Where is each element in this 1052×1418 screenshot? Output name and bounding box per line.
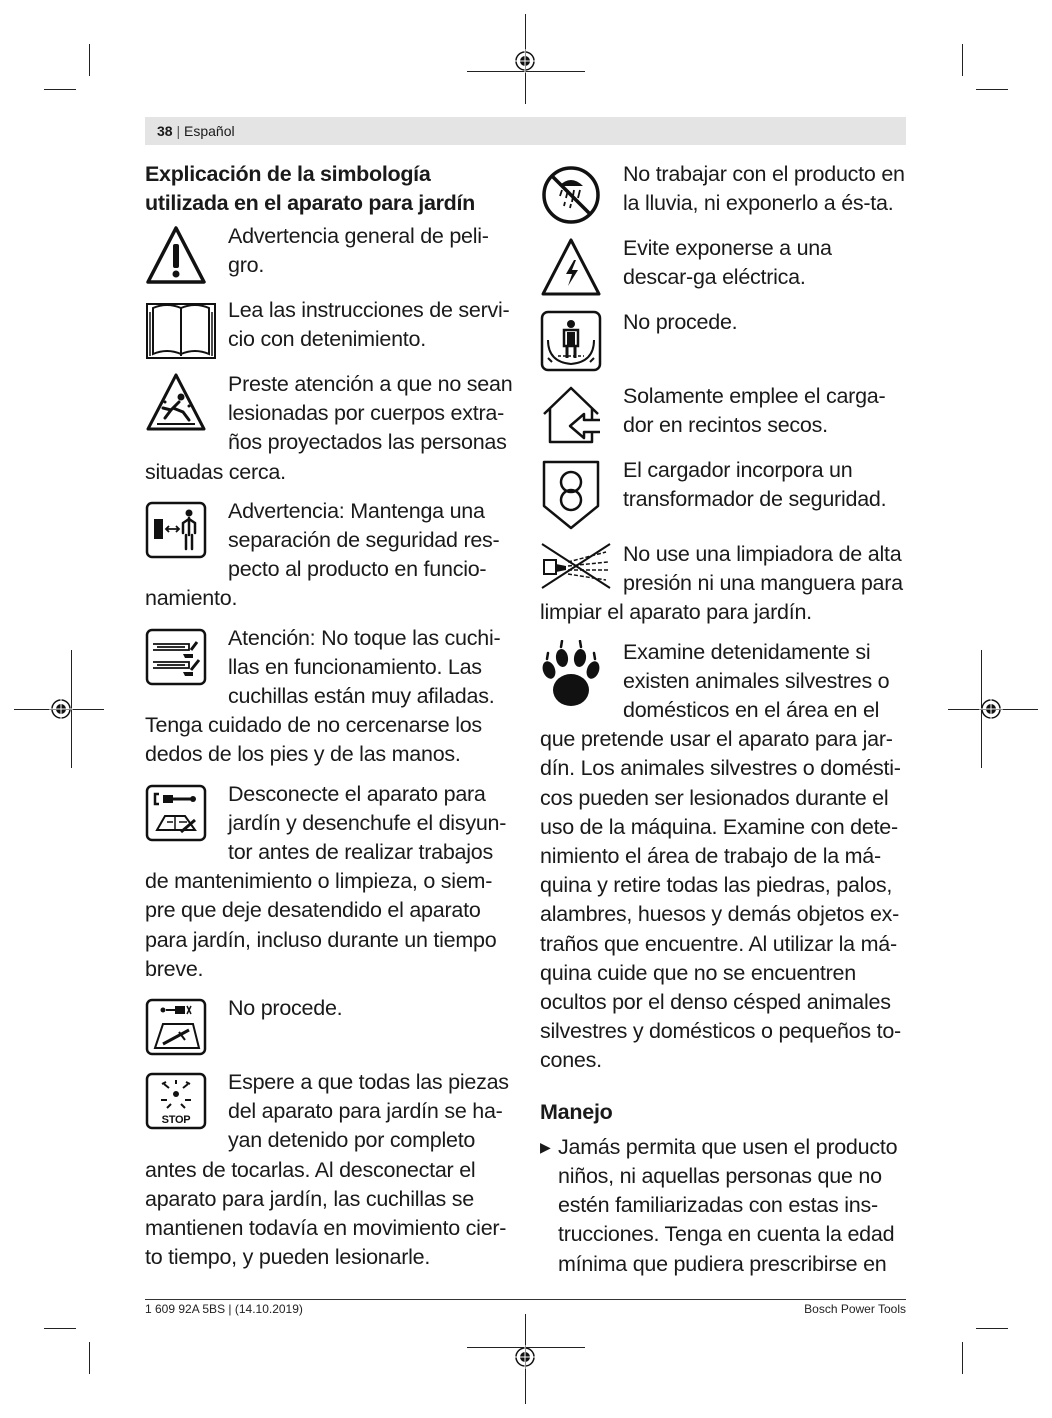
battery-remove-icon: [145, 996, 207, 1058]
thrown-objects-icon: [145, 372, 207, 434]
bullet-triangle-icon: ▶: [540, 1138, 551, 1155]
registration-target-icon: [513, 49, 537, 73]
svg-text:STOP: STOP: [161, 1114, 191, 1127]
registration-target-icon: [513, 1345, 537, 1369]
crop-mark: [44, 89, 76, 90]
symbol-entry: El cargador incorpora un transformador de seguridad.: [540, 456, 906, 530]
read-manual-icon: [145, 298, 217, 360]
symbol-entry: Solamente emplee el carga-dor en recintos secos.: [540, 382, 906, 446]
symbol-entry: No procede.: [540, 308, 906, 372]
disconnect-plug-icon: [145, 782, 207, 844]
indoor-use-icon: [540, 384, 602, 446]
warning-triangle-icon: [145, 224, 207, 286]
electric-shock-icon: [540, 236, 602, 298]
section-title-manejo: Manejo: [540, 1099, 613, 1124]
symbol-entry: No procede.: [145, 994, 515, 1058]
stop-rotating-icon: [145, 1070, 207, 1132]
no-rain-icon: [540, 162, 602, 224]
symbol-entry: Evite exponerse a una descar-ga eléctrica.: [540, 234, 906, 298]
safety-distance-icon: [145, 499, 207, 561]
footer-doc-id: 1 609 92A 5BS | (14.10.2019): [145, 1302, 303, 1316]
safety-transformer-icon: [540, 458, 602, 530]
crop-mark: [962, 44, 963, 76]
animal-paw-icon: [540, 640, 602, 708]
crop-mark: [976, 89, 1008, 90]
crop-mark: [976, 1328, 1008, 1329]
crop-mark: [89, 44, 90, 76]
crop-mark: [44, 1328, 76, 1329]
symbol-entry: Advertencia: Mantenga una separación de seguridad res-pecto al producto en funcio-namiento.: [145, 498, 500, 611]
section-title-symbols: Explicación de la simbología utilizada en el aparato para jardín: [145, 162, 476, 215]
page-number: 38: [157, 123, 173, 139]
not-applicable-icon: [540, 310, 602, 372]
symbol-entry: Advertencia general de peli-gro.: [145, 222, 515, 286]
left-column: [145, 160, 515, 1282]
no-pressure-washer-icon: [540, 542, 612, 590]
crop-mark: [962, 1342, 963, 1374]
registration-target-icon: [979, 697, 1003, 721]
symbol-entry: Desconecte el aparato para jardín y desenchufe el disyun-tor antes de realizar trabajos de mantenimiento o limpieza, o siem-pre que deje desatendido el aparato para jardín, incluso durante un tiempo breve.: [145, 781, 507, 981]
page-header: [145, 117, 906, 145]
crop-mark: [89, 1342, 90, 1374]
symbol-entry: No use una limpiadora de alta presión ni una manguera para limpiar el aparato para jardín.: [540, 542, 903, 625]
symbol-entry: Preste atención a que no sean lesionadas por cuerpos extra-ños proyectados las personas situadas cerca.: [145, 372, 513, 484]
symbol-entry: Examine detenidamente si existen animales silvestres o domésticos en el área en el que pretende usar el aparato para jar-dín. Los animales silvestres o domésti-cos pueden ser lesionados durante el uso de la máquina. Examine con dete-nimiento el área de trabajo de la má-quina y retire todas las piedras, palos, alambres, huesos y demás objetos ex-traños que encuentre. Al utilizar la má-quina cuide que no se encuentren ocultos por el denso césped animales silvestres y domésticos o pequeños to-cones.: [540, 639, 901, 1073]
footer-brand: Bosch Power Tools: [804, 1302, 906, 1316]
registration-target-icon: [49, 697, 73, 721]
symbol-entry: Lea las instrucciones de servi-cio con detenimiento.: [145, 296, 515, 360]
footer-divider: [145, 1299, 906, 1300]
symbol-entry: STOP Espere a que todas las piezas del aparato para jardín se ha-yan detenido por completo antes de tocarlas. Al desconectar el aparato para jardín, las cuchillas se mantienen todavía en movimiento cier-to tiempo, y pueden lesionarle.: [145, 1070, 509, 1270]
header-separator: |: [176, 123, 181, 139]
sharp-blades-icon: [145, 626, 207, 688]
symbol-entry: No trabajar con el producto en la lluvia, ni exponerlo a és-ta.: [540, 160, 906, 224]
header-language: Español: [184, 123, 235, 139]
right-column: [540, 160, 906, 1279]
bullet-item: ▶ Jamás permita que usen el producto niños, ni aquellas personas que no estén familiarizadas con estas ins-trucciones. Tenga en cuenta la edad mínima que pudiera prescribirse en: [540, 1134, 898, 1276]
symbol-entry: Atención: No toque las cuchi-llas en funcionamiento. Las cuchillas están muy afiladas. Tenga cuidado de no cercenarse los dedos de los pies y de las manos.: [145, 625, 501, 767]
